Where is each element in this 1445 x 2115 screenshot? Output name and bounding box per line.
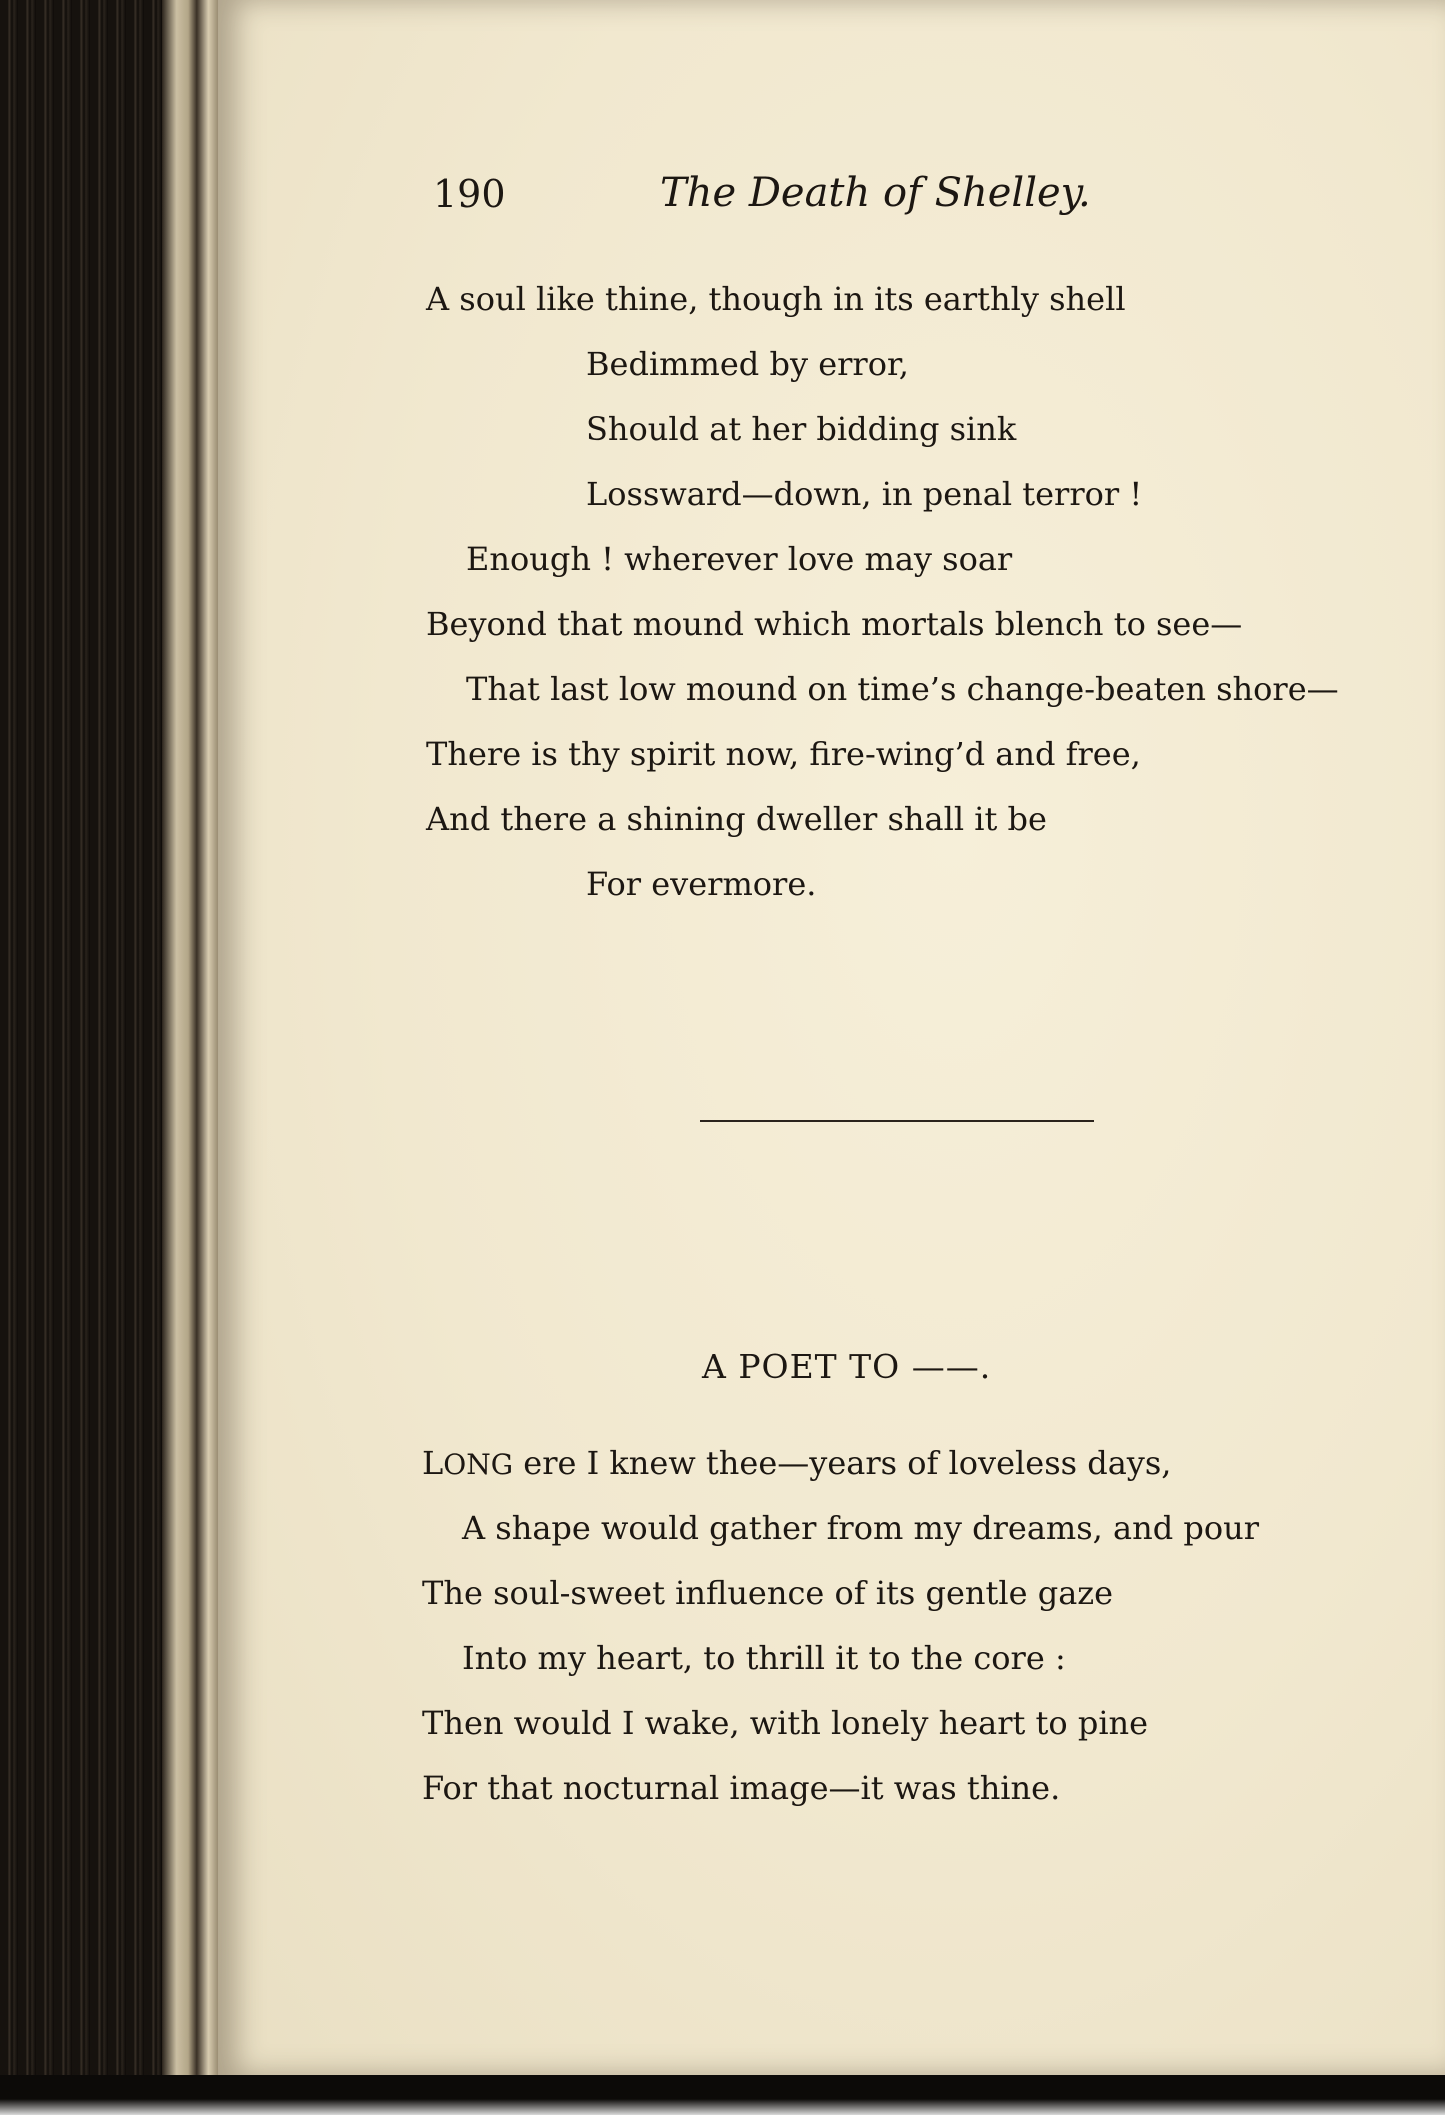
poem-line: And there a shining dweller shall it be (426, 800, 1047, 838)
poem-line: Lossward—down, in penal terror ! (586, 475, 1143, 513)
poem-title: A POET TO ——. (702, 1347, 992, 1386)
poem-line: There is thy spirit now, fire-wing’d and free, (426, 735, 1141, 773)
poem-line: Enough ! wherever love may soar (466, 540, 1013, 578)
page-number: 190 (433, 172, 506, 216)
poem-line: That last low mound on time’s change-beaten shore— (466, 670, 1339, 708)
section-divider (700, 1120, 1094, 1122)
small-caps-word: ONG (443, 1448, 514, 1481)
poem-line: Beyond that mound which mortals blench to see— (426, 605, 1243, 643)
poem-line: Should at her bidding sink (586, 410, 1017, 448)
page-edges (0, 0, 220, 2075)
poem-line: Bedimmed by error, (586, 345, 909, 383)
poem-line: A shape would gather from my dreams, and pour (462, 1509, 1259, 1547)
poem-line (422, 1444, 1172, 1482)
poem-line: Then would I wake, with lonely heart to pine (422, 1704, 1149, 1742)
scan-bottom-edge (0, 2075, 1445, 2115)
poem-line: For that nocturnal image—it was thine. (422, 1769, 1061, 1807)
running-title: The Death of Shelley. (660, 170, 1091, 216)
poem-line: Into my heart, to thrill it to the core : (462, 1639, 1066, 1677)
poem-line: A soul like thine, though in its earthly shell (426, 280, 1126, 318)
initial-letter: L (422, 1444, 444, 1482)
poem-line: The soul-sweet influence of its gentle gaze (422, 1574, 1114, 1612)
poem-line-text: ere I knew thee—years of loveless days, (513, 1444, 1172, 1482)
poem-line: For evermore. (586, 865, 817, 903)
